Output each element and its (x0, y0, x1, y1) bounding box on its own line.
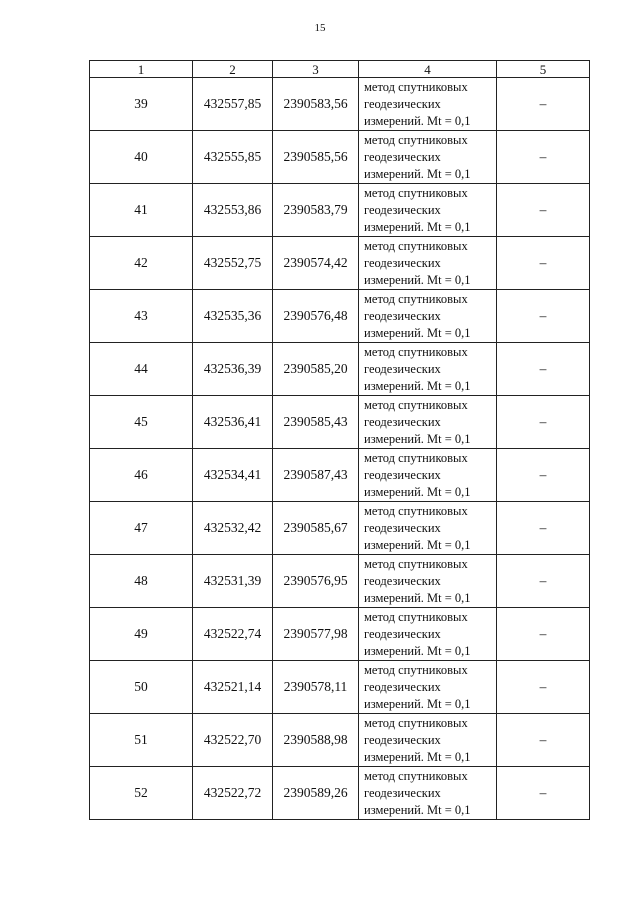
method-line: измерений. Mt = 0,1 (364, 537, 471, 552)
method-line: измерений. Mt = 0,1 (364, 272, 471, 287)
y-coordinate-cell: 2390589,26 (273, 767, 359, 820)
note-cell: – (497, 714, 590, 767)
method-line: геодезических (364, 96, 441, 111)
table-row (90, 555, 590, 608)
method-line: геодезических (364, 361, 441, 376)
x-coordinate-cell: 432532,42 (193, 502, 273, 555)
table-row (90, 449, 590, 502)
method-line: метод спутниковых (364, 344, 468, 359)
method-cell (359, 767, 497, 820)
point-number-cell: 51 (90, 714, 193, 767)
point-number-cell: 48 (90, 555, 193, 608)
point-number-cell: 41 (90, 184, 193, 237)
method-line: геодезических (364, 414, 441, 429)
note-cell: – (497, 396, 590, 449)
y-coordinate-cell: 2390583,79 (273, 184, 359, 237)
x-coordinate-cell: 432536,41 (193, 396, 273, 449)
note-cell: – (497, 661, 590, 714)
x-coordinate-cell: 432521,14 (193, 661, 273, 714)
point-number-cell: 47 (90, 502, 193, 555)
method-line: измерений. Mt = 0,1 (364, 166, 471, 181)
method-line: геодезических (364, 255, 441, 270)
method-line: измерений. Mt = 0,1 (364, 484, 471, 499)
x-coordinate-cell: 432557,85 (193, 78, 273, 131)
method-line: геодезических (364, 520, 441, 535)
note-cell: – (497, 555, 590, 608)
note-cell: – (497, 184, 590, 237)
method-line: метод спутниковых (364, 715, 468, 730)
method-line: геодезических (364, 202, 441, 217)
note-cell: – (497, 131, 590, 184)
table-row (90, 237, 590, 290)
method-cell (359, 131, 497, 184)
method-line: измерений. Mt = 0,1 (364, 749, 471, 764)
method-cell (359, 343, 497, 396)
point-number-cell: 40 (90, 131, 193, 184)
method-line: измерений. Mt = 0,1 (364, 378, 471, 393)
method-line: метод спутниковых (364, 185, 468, 200)
x-coordinate-cell: 432536,39 (193, 343, 273, 396)
column-header-5: 5 (497, 61, 590, 78)
note-cell: – (497, 502, 590, 555)
method-line: измерений. Mt = 0,1 (364, 590, 471, 605)
point-number-cell: 46 (90, 449, 193, 502)
note-cell: – (497, 290, 590, 343)
method-line: измерений. Mt = 0,1 (364, 802, 471, 817)
point-number-cell: 49 (90, 608, 193, 661)
page-number: 15 (314, 22, 326, 34)
table-row (90, 78, 590, 131)
point-number-cell: 45 (90, 396, 193, 449)
y-coordinate-cell: 2390577,98 (273, 608, 359, 661)
method-line: геодезических (364, 732, 441, 747)
table-row (90, 661, 590, 714)
method-cell (359, 555, 497, 608)
method-cell (359, 237, 497, 290)
note-cell: – (497, 608, 590, 661)
point-number-cell: 50 (90, 661, 193, 714)
y-coordinate-cell: 2390574,42 (273, 237, 359, 290)
method-cell (359, 714, 497, 767)
method-line: геодезических (364, 467, 441, 482)
method-cell (359, 661, 497, 714)
point-number-cell: 42 (90, 237, 193, 290)
note-cell: – (497, 78, 590, 131)
x-coordinate-cell: 432535,36 (193, 290, 273, 343)
note-cell: – (497, 767, 590, 820)
method-line: измерений. Mt = 0,1 (364, 643, 471, 658)
method-line: метод спутниковых (364, 291, 468, 306)
method-cell (359, 502, 497, 555)
y-coordinate-cell: 2390585,56 (273, 131, 359, 184)
table-body (90, 78, 590, 820)
point-number-cell: 39 (90, 78, 193, 131)
note-cell: – (497, 449, 590, 502)
method-line: метод спутниковых (364, 662, 468, 677)
method-cell (359, 78, 497, 131)
note-cell: – (497, 237, 590, 290)
method-line: метод спутниковых (364, 503, 468, 518)
method-line: метод спутниковых (364, 450, 468, 465)
table-row (90, 396, 590, 449)
method-line: измерений. Mt = 0,1 (364, 113, 471, 128)
method-cell (359, 396, 497, 449)
note-cell: – (497, 343, 590, 396)
point-number-cell: 52 (90, 767, 193, 820)
y-coordinate-cell: 2390588,98 (273, 714, 359, 767)
column-header-1: 1 (90, 61, 193, 78)
y-coordinate-cell: 2390585,43 (273, 396, 359, 449)
method-line: метод спутниковых (364, 132, 468, 147)
method-line: измерений. Mt = 0,1 (364, 696, 471, 711)
method-line: измерений. Mt = 0,1 (364, 219, 471, 234)
point-number-cell: 44 (90, 343, 193, 396)
y-coordinate-cell: 2390587,43 (273, 449, 359, 502)
method-cell (359, 608, 497, 661)
table-row (90, 343, 590, 396)
method-line: геодезических (364, 785, 441, 800)
x-coordinate-cell: 432552,75 (193, 237, 273, 290)
x-coordinate-cell: 432553,86 (193, 184, 273, 237)
method-line: метод спутниковых (364, 768, 468, 783)
method-line: измерений. Mt = 0,1 (364, 431, 471, 446)
point-number-cell: 43 (90, 290, 193, 343)
method-line: метод спутниковых (364, 609, 468, 624)
y-coordinate-cell: 2390585,67 (273, 502, 359, 555)
table-row (90, 714, 590, 767)
table-row (90, 131, 590, 184)
y-coordinate-cell: 2390583,56 (273, 78, 359, 131)
method-line: геодезических (364, 626, 441, 641)
y-coordinate-cell: 2390576,48 (273, 290, 359, 343)
table-header-row (90, 61, 590, 78)
column-header-3: 3 (273, 61, 359, 78)
y-coordinate-cell: 2390576,95 (273, 555, 359, 608)
method-line: метод спутниковых (364, 556, 468, 571)
x-coordinate-cell: 432555,85 (193, 131, 273, 184)
x-coordinate-cell: 432534,41 (193, 449, 273, 502)
x-coordinate-cell: 432531,39 (193, 555, 273, 608)
table-row (90, 502, 590, 555)
column-header-2: 2 (193, 61, 273, 78)
y-coordinate-cell: 2390585,20 (273, 343, 359, 396)
table-row (90, 184, 590, 237)
table-row (90, 608, 590, 661)
x-coordinate-cell: 432522,74 (193, 608, 273, 661)
method-cell (359, 290, 497, 343)
coordinates-table (89, 60, 590, 820)
method-cell (359, 184, 497, 237)
method-line: геодезических (364, 679, 441, 694)
table-row (90, 290, 590, 343)
x-coordinate-cell: 432522,72 (193, 767, 273, 820)
column-header-4: 4 (359, 61, 497, 78)
method-line: геодезических (364, 573, 441, 588)
method-line: метод спутниковых (364, 79, 468, 94)
method-cell (359, 449, 497, 502)
table-row (90, 767, 590, 820)
method-line: измерений. Mt = 0,1 (364, 325, 471, 340)
method-line: метод спутниковых (364, 397, 468, 412)
method-line: геодезических (364, 308, 441, 323)
method-line: метод спутниковых (364, 238, 468, 253)
method-line: геодезических (364, 149, 441, 164)
y-coordinate-cell: 2390578,11 (273, 661, 359, 714)
x-coordinate-cell: 432522,70 (193, 714, 273, 767)
